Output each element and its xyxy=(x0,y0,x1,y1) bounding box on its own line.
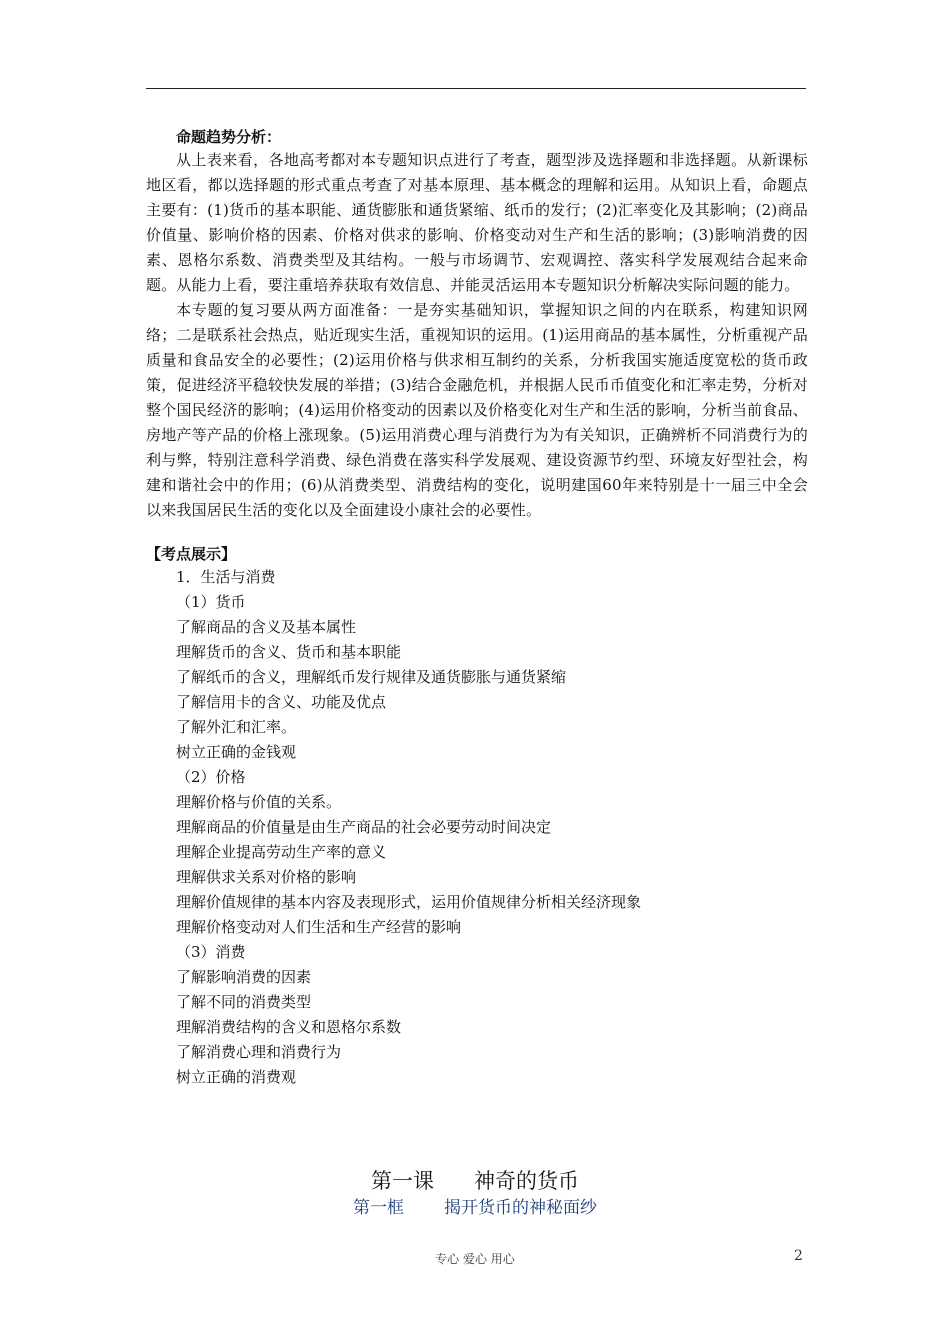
list-item: 了解信用卡的含义、功能及优点 xyxy=(176,693,387,711)
list-item: 理解消费结构的含义和恩格尔系数 xyxy=(176,1018,402,1036)
list-item: 理解价格变动对人们生活和生产经营的影响 xyxy=(176,918,462,936)
list-item: 了解消费心理和消费行为 xyxy=(176,1043,342,1061)
list-item: 理解企业提高劳动生产率的意义 xyxy=(176,843,387,861)
list-item: 理解价值规律的基本内容及表现形式，运用价值规律分析相关经济现象 xyxy=(176,893,642,911)
list-item: 了解纸币的含义，理解纸币发行规律及通货膨胀与通货紧缩 xyxy=(176,668,567,686)
page-number: 2 xyxy=(794,1248,803,1264)
lesson-title xyxy=(0,1166,950,1196)
list-item: 理解商品的价值量是由生产商品的社会必要劳动时间决定 xyxy=(176,818,552,836)
list-item: （3）消费 xyxy=(176,943,246,961)
list-item: 树立正确的消费观 xyxy=(176,1068,297,1086)
trend-paragraph-1: 从上表来看，各地高考都对本专题知识点进行了考查，题型涉及选择题和非选择题。从新课标地区看，都以选择题的形式重点考查了对基本原理、基本概念的理解和运用。从知识上看，命题点主要有：(1)货币的基本职能、通货膨胀和通货紧缩、纸币的发行；(2)汇率变化及其影响；(2)商品价值量、影响价格的因素、价格对供求的影响、价格变动对生产和生活的影响；(3)影响消费的因素、恩格尔系数、消费类型及其结构。一般与市场调节、宏观调控、落实科学发展观结合起来命题。从能力上看，要注重培养获取有效信息、并能灵活运用本专题知识分析解决实际问题的能力。 xyxy=(146,151,808,294)
footer-motto: 专心 爱心 用心 xyxy=(435,1252,515,1266)
list-item: 树立正确的金钱观 xyxy=(176,743,297,761)
section-title xyxy=(0,1196,950,1220)
section-label: 第一框 xyxy=(353,1198,404,1218)
list-item: （2）价格 xyxy=(176,768,246,786)
list-item: 理解价格与价值的关系。 xyxy=(176,793,342,811)
list-item: （1）货币 xyxy=(176,593,246,611)
list-item: 了解商品的含义及基本属性 xyxy=(176,618,357,636)
trend-paragraph-2: 本专题的复习要从两方面准备：一是夯实基础知识，掌握知识之间的内在联系，构建知识网络；二是联系社会热点，贴近现实生活，重视知识的运用。(1)运用商品的基本属性，分析重视产品质量和食品安全的必要性；(2)运用价格与供求相互制约的关系，分析我国实施适度宽松的货币政策，促进经济平稳较快发展的举措；(3)结合金融危机，并根据人民币币值变化和汇率走势，分析对整个国民经济的影响；(4)运用价格变动的因素以及价格变化对生产和生活的影响，分析当前食品、房地产等产品的价格上涨现象。(5)运用消费心理与消费行为为有关知识，正确辨析不同消费行为的利与弊，特别注意科学消费、绿色消费在落实科学发展观、建设资源节约型、环境友好型社会，构建和谐社会中的作用；(6)从消费类型、消费结构的变化，说明建国60年来特别是十一届三中全会以来我国居民生活的变化以及全面建设小康社会的必要性。 xyxy=(146,301,808,519)
exam-points-list xyxy=(146,565,808,1090)
list-item: 了解外汇和汇率。 xyxy=(176,718,297,736)
trend-heading: 命题趋势分析： xyxy=(176,128,282,146)
list-item: 理解供求关系对价格的影响 xyxy=(176,868,357,886)
section-name: 揭开货币的神秘面纱 xyxy=(444,1198,597,1218)
list-item: 理解货币的含义、货币和基本职能 xyxy=(176,643,402,661)
exam-points-heading: 【考点展示】 xyxy=(146,545,237,563)
lesson-name: 神奇的货币 xyxy=(474,1169,579,1193)
lesson-label: 第一课 xyxy=(371,1169,434,1193)
list-item: 了解影响消费的因素 xyxy=(176,968,312,986)
list-item: 1．生活与消费 xyxy=(176,568,276,586)
document-body xyxy=(146,126,808,1090)
list-item: 了解不同的消费类型 xyxy=(176,993,312,1011)
header-rule xyxy=(146,88,806,89)
